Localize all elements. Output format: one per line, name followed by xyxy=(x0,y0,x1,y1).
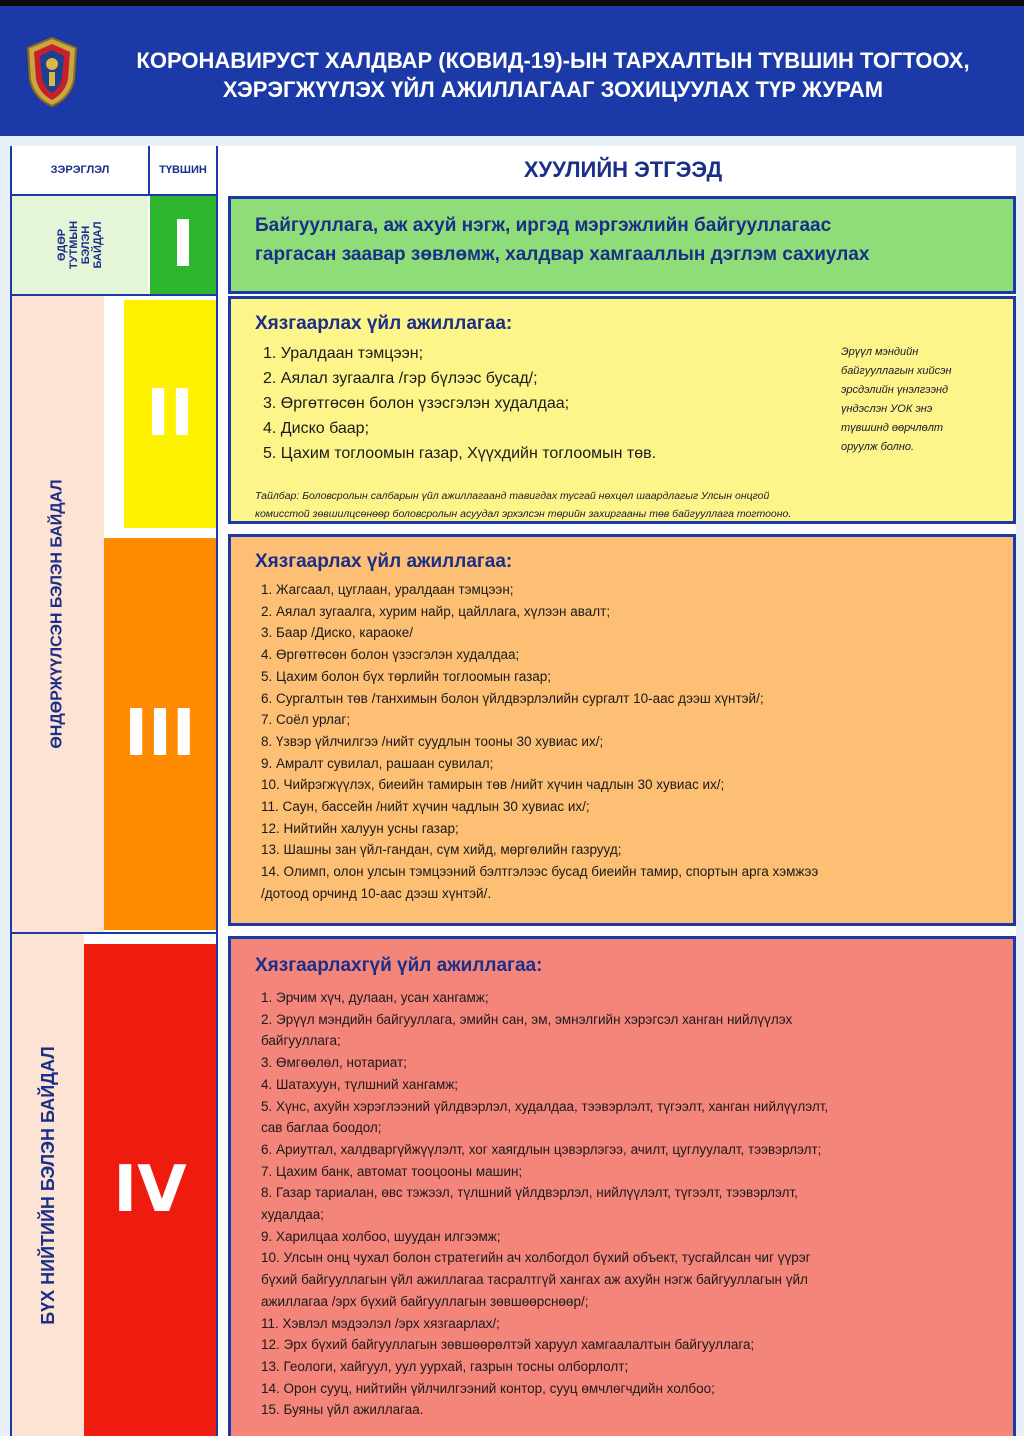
list-item: 5. Хүнс, ахуйн хэрэглээний үйлдвэрлэл, худалдаа, тээвэрлэлт, түгээлт, ханган нийлүүлэлт, xyxy=(261,1098,829,1114)
side-note-line: түвшинд өөрчлөлт xyxy=(841,422,944,434)
list-item: сав баглаа боодол; xyxy=(261,1120,382,1136)
list-item: 2. Аялал зугаалга, хурим найр, цайллага, хүлээн авалт; xyxy=(261,603,611,619)
list-item: 7. Соёл урлаг; xyxy=(261,712,351,728)
category-daily-line: БАЙДАЛ xyxy=(91,221,104,269)
list-item: худалдаа; xyxy=(261,1207,324,1223)
list-item: 8. Газар тариалан, өвс тэжээл, түлшний үйлдвэрлэл, нийлүүлэлт, түгээлт, тээвэрлэлт, xyxy=(261,1185,798,1201)
list-item: 2. Эрүүл мэндийн байгууллага, эмийн сан, эм, эмнэлгийн хэрэгсэл ханган нийлүүлэх xyxy=(261,1011,793,1027)
list-item: 8. Үзвэр үйлчилгээ /нийт суудлын тооны 30 хувиас их/; xyxy=(261,733,604,749)
level-4-heading: Хязгаарлахгүй үйл ажиллагаа: xyxy=(255,955,543,976)
list-item: 4. Шатахуун, түлшний хангамж; xyxy=(261,1076,459,1092)
list-item: 15. Буяны үйл ажиллагаа. xyxy=(261,1402,424,1418)
category-full-label: БҮХ НИЙТИЙН БЭЛЭН БАЙДАЛ xyxy=(37,1045,58,1325)
list-item: 6. Ариутгал, халдваргүйжүүлэлт, хог хаягдлын цэвэрлэгээ, ачилт, цуглуулалт, тээвэрлэлт; xyxy=(261,1141,822,1157)
list-item: 10. Чийрэгжүүлэх, биеийн тамирын төв /нийт хүчин чадлын 30 хувиас их/; xyxy=(261,777,725,793)
list-item: /дотоод орчинд 10-аас дээш хүнтэй/. xyxy=(261,885,492,901)
list-item: 5. Цахим болон бүх төрлийн тоглоомын газар; xyxy=(261,668,552,684)
list-item: 11. Хэвлэл мэдээлэл /эрх хязгаарлах/; xyxy=(261,1315,500,1331)
level-4-list xyxy=(255,987,1013,1421)
list-item: 9. Амралт сувилал, рашаан сувилал; xyxy=(261,755,494,771)
level-3-badge: III xyxy=(104,538,216,930)
list-item: 13. Шашны зан үйл-гандан, сүм хийд, мөргөлийн газрууд; xyxy=(261,842,622,858)
title-line-2: ХЭРЭГЖҮҮЛЭХ ҮЙЛ АЖИЛЛАГААГ ЗОХИЦУУЛАХ ТҮР ЖУРАМ xyxy=(222,77,884,102)
category-full xyxy=(12,934,84,1436)
level-3-content xyxy=(228,534,1016,926)
list-item: 13. Геологи, хайгуул, уул уурхай, газрын тосны олборлолт; xyxy=(261,1358,629,1374)
side-note-line: оруулж болно. xyxy=(841,441,915,453)
list-item: 9. Харилцаа холбоо, шуудан илгээмж; xyxy=(261,1228,501,1244)
column-header-content: ХУУЛИЙН ЭТГЭЭД xyxy=(523,157,723,182)
category-daily-line: ӨДӨР xyxy=(55,228,68,262)
list-item: 1. Жагсаал, цуглаан, уралдаан тэмцээн; xyxy=(261,582,514,597)
list-item: 4. Диско баар; xyxy=(263,420,370,437)
level-1-text-line: Байгууллага, аж ахуй нэгж, иргэд мэргэжлийн байгууллагаас xyxy=(255,215,832,236)
list-item: 3. Баар /Диско, караоке/ xyxy=(261,625,413,641)
page-title xyxy=(98,46,1008,104)
grid-line xyxy=(148,146,150,194)
level-2-content xyxy=(228,296,1016,524)
list-item: 14. Орон сууц, нийтийн үйлчилгээний контор, сууц өмчлөгчдийн холбоо; xyxy=(261,1380,715,1396)
level-1-text-line: гаргасан заавар зөвлөмж, халдвар хамгааллын дэглэм сахиулах xyxy=(255,244,870,265)
category-daily-label xyxy=(56,221,104,269)
footnote-line: комисстой зөвшилцсөнөөр боловсролын асуудал эрхэлсэн төрийн захиргааны төв байгууллага тогтооно. xyxy=(255,508,792,520)
list-item: 12. Нийтийн халуун усны газар; xyxy=(261,820,459,836)
list-item: байгууллага; xyxy=(261,1033,341,1049)
level-2-badge: II xyxy=(124,300,216,528)
side-note-line: эрсдэлийн үнэлгээнд xyxy=(841,384,949,396)
level-2-footnote xyxy=(255,487,791,523)
level-4-content xyxy=(228,936,1016,1436)
list-item: 3. Өмгөөлөл, нотариат; xyxy=(261,1055,407,1071)
level-3-list xyxy=(255,579,1013,905)
list-item: 4. Өргөтгөсөн болон үзэсгэлэн худалдаа; xyxy=(261,647,520,663)
category-elevated-label: ӨНДӨРЖҮҮЛСЭН БЭЛЭН БАЙДАЛ xyxy=(49,479,67,749)
list-item: 6. Сургалтын төв /танхимын болон үйлдвэрлэлийн сургалт 10-аас дээш хүнтэй/; xyxy=(261,690,764,706)
side-note-line: Эрүүл мэндийн xyxy=(841,346,919,358)
list-item: 1. Уралдаан тэмцээн; xyxy=(263,345,424,362)
list-item: 11. Саун, бассейн /нийт хүчин чадлын 30 хувиас их/; xyxy=(261,799,590,815)
side-note-line: байгууллагын хийсэн xyxy=(841,365,952,377)
category-daily-line: ТУТМЫН xyxy=(67,220,80,270)
level-3-heading: Хязгаарлах үйл ажиллагаа: xyxy=(255,551,513,572)
footnote-line: Тайлбар: Боловсролын салбарын үйл ажиллагаанд тавигдах тусгай нөхцөл шаардлагыг Улсын онцгой xyxy=(255,490,770,502)
category-elevated xyxy=(12,296,104,932)
side-note-line: үндэслэн УОК энэ xyxy=(841,403,933,415)
list-item: 7. Цахим банк, автомат тооцооны машин; xyxy=(261,1163,523,1179)
title-line-1: КОРОНАВИРУСТ ХАЛДВАР (КОВИД-19)-ЫН ТАРХАЛТЫН ТҮВШИН ТОГТООХ, xyxy=(136,48,970,73)
level-1-content xyxy=(228,196,1016,294)
level-4-badge: IV xyxy=(84,944,216,1436)
level-1-badge: I xyxy=(150,196,216,294)
list-item: 10. Улсын онц чухал болон стратегийн ач холбогдол бүхий объект, тусгайлсан чиг үүрэг xyxy=(261,1250,811,1266)
list-item: 14. Олимп, олон улсын тэмцээний бэлтгэлээс бусад биеийн тамир, спортын арга хэмжээ xyxy=(261,864,819,880)
emblem-icon xyxy=(24,36,80,108)
list-item: 2. Аялал зугаалга /гэр бүлээс бусад/; xyxy=(263,370,538,387)
list-item: 5. Цахим тоглоомын газар, Хүүхдийн тоглоомын төв. xyxy=(263,445,657,462)
list-item: бүхий байгууллагын үйл ажиллагаа тасралтгүй хангах аж ахуйн нэгж байгууллагын үйл xyxy=(261,1272,808,1288)
list-item: 1. Эрчим хүч, дулаан, усан хангамж; xyxy=(261,990,489,1005)
list-item: 12. Эрх бүхий байгууллагын зөвшөөрөлтэй харуул хамгаалалтын байгууллага; xyxy=(261,1337,755,1353)
list-item: ажиллагаа /эрх бүхий байгууллагын зөвшөөрснөөр/; xyxy=(261,1293,589,1309)
level-2-side-note xyxy=(841,343,952,457)
column-header-level: ТҮВШИН xyxy=(159,164,207,176)
column-header-category: ЗЭРЭГЛЭЛ xyxy=(50,164,110,176)
header-banner xyxy=(0,6,1024,136)
category-daily-line: БЭЛЭН xyxy=(79,225,92,265)
list-item: 3. Өргөтгөсөн болон үзэсгэлэн худалдаа; xyxy=(263,395,570,412)
category-daily xyxy=(12,196,148,294)
level-table xyxy=(12,146,1016,1436)
grid-line xyxy=(216,146,218,1436)
level-2-heading: Хязгаарлах үйл ажиллагаа: xyxy=(255,313,513,334)
